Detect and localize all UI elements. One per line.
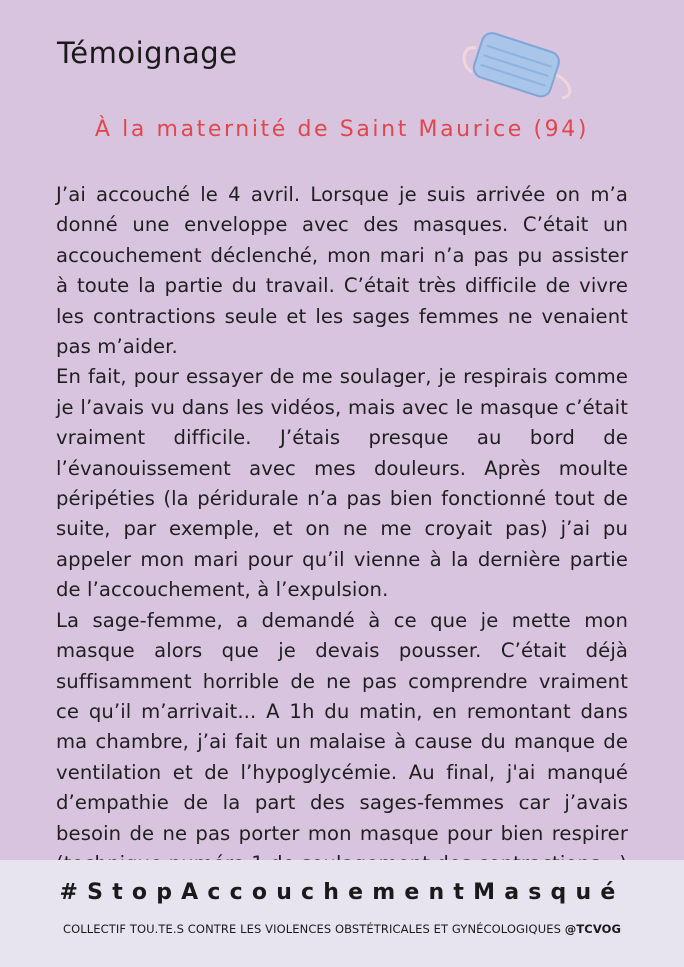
testimony-paragraph: J’ai accouché le 4 avril. Lorsque je suis arrivée on m’a donné une enveloppe avec des masques. C’était un accouchement déclenché, mon mari n’a pas pu assister à toute la partie du travail. C’était très difficile de vivre les contractions seule et les sages femmes ne venaient pas m’aider. [56,183,628,359]
page-title: Témoignage [57,36,238,70]
collective-credit [0,922,684,936]
testimony-body [56,180,628,879]
testimony-paragraph: La sage-femme, a demandé à ce que je mette mon masque alors que je devais pousser. C’était déjà suffisamment horrible de ne pas comprendre vraiment ce qu’il m’arrivait... A 1h du matin, en remontant dans ma chambre, j’ai fait un malaise à cause du manque de ventilation et de l’hypoglycémie. Au final, j'ai manqué d’empathie de la part des sages-femmes car j’avais besoin de ne pas porter mon masque pour bien respirer [56,608,628,845]
testimony-paragraph: En fait, pour essayer de me soulager, je respirais comme je l’avais vu dans les vidéos, mais avec le masque c’était vraiment difficile. J’étais presque au bord de l’évanouissement avec mes douleurs. Après moulte péripéties (la péridurale n’a pas bien fonctionné tout de suite, par exemple, et on ne me croyait pas) j’ai pu appeler mon mari pour qu’il vienne à la dernière partie de l’accouchement, à l’expulsion. [56,365,628,602]
hashtag: #StopAccouchementMasqué [59,880,625,905]
collective-name: COLLECTIF TOU.TE.S CONTRE LES VIOLENCES OBSTÉTRICALES ET GYNÉCOLOGIQUES [62,922,565,936]
collective-handle: @TCVOG [564,922,622,936]
surgical-mask-icon [458,26,576,104]
footer [0,860,684,967]
location-subtitle: À la maternité de Saint Maurice (94) [94,117,590,142]
